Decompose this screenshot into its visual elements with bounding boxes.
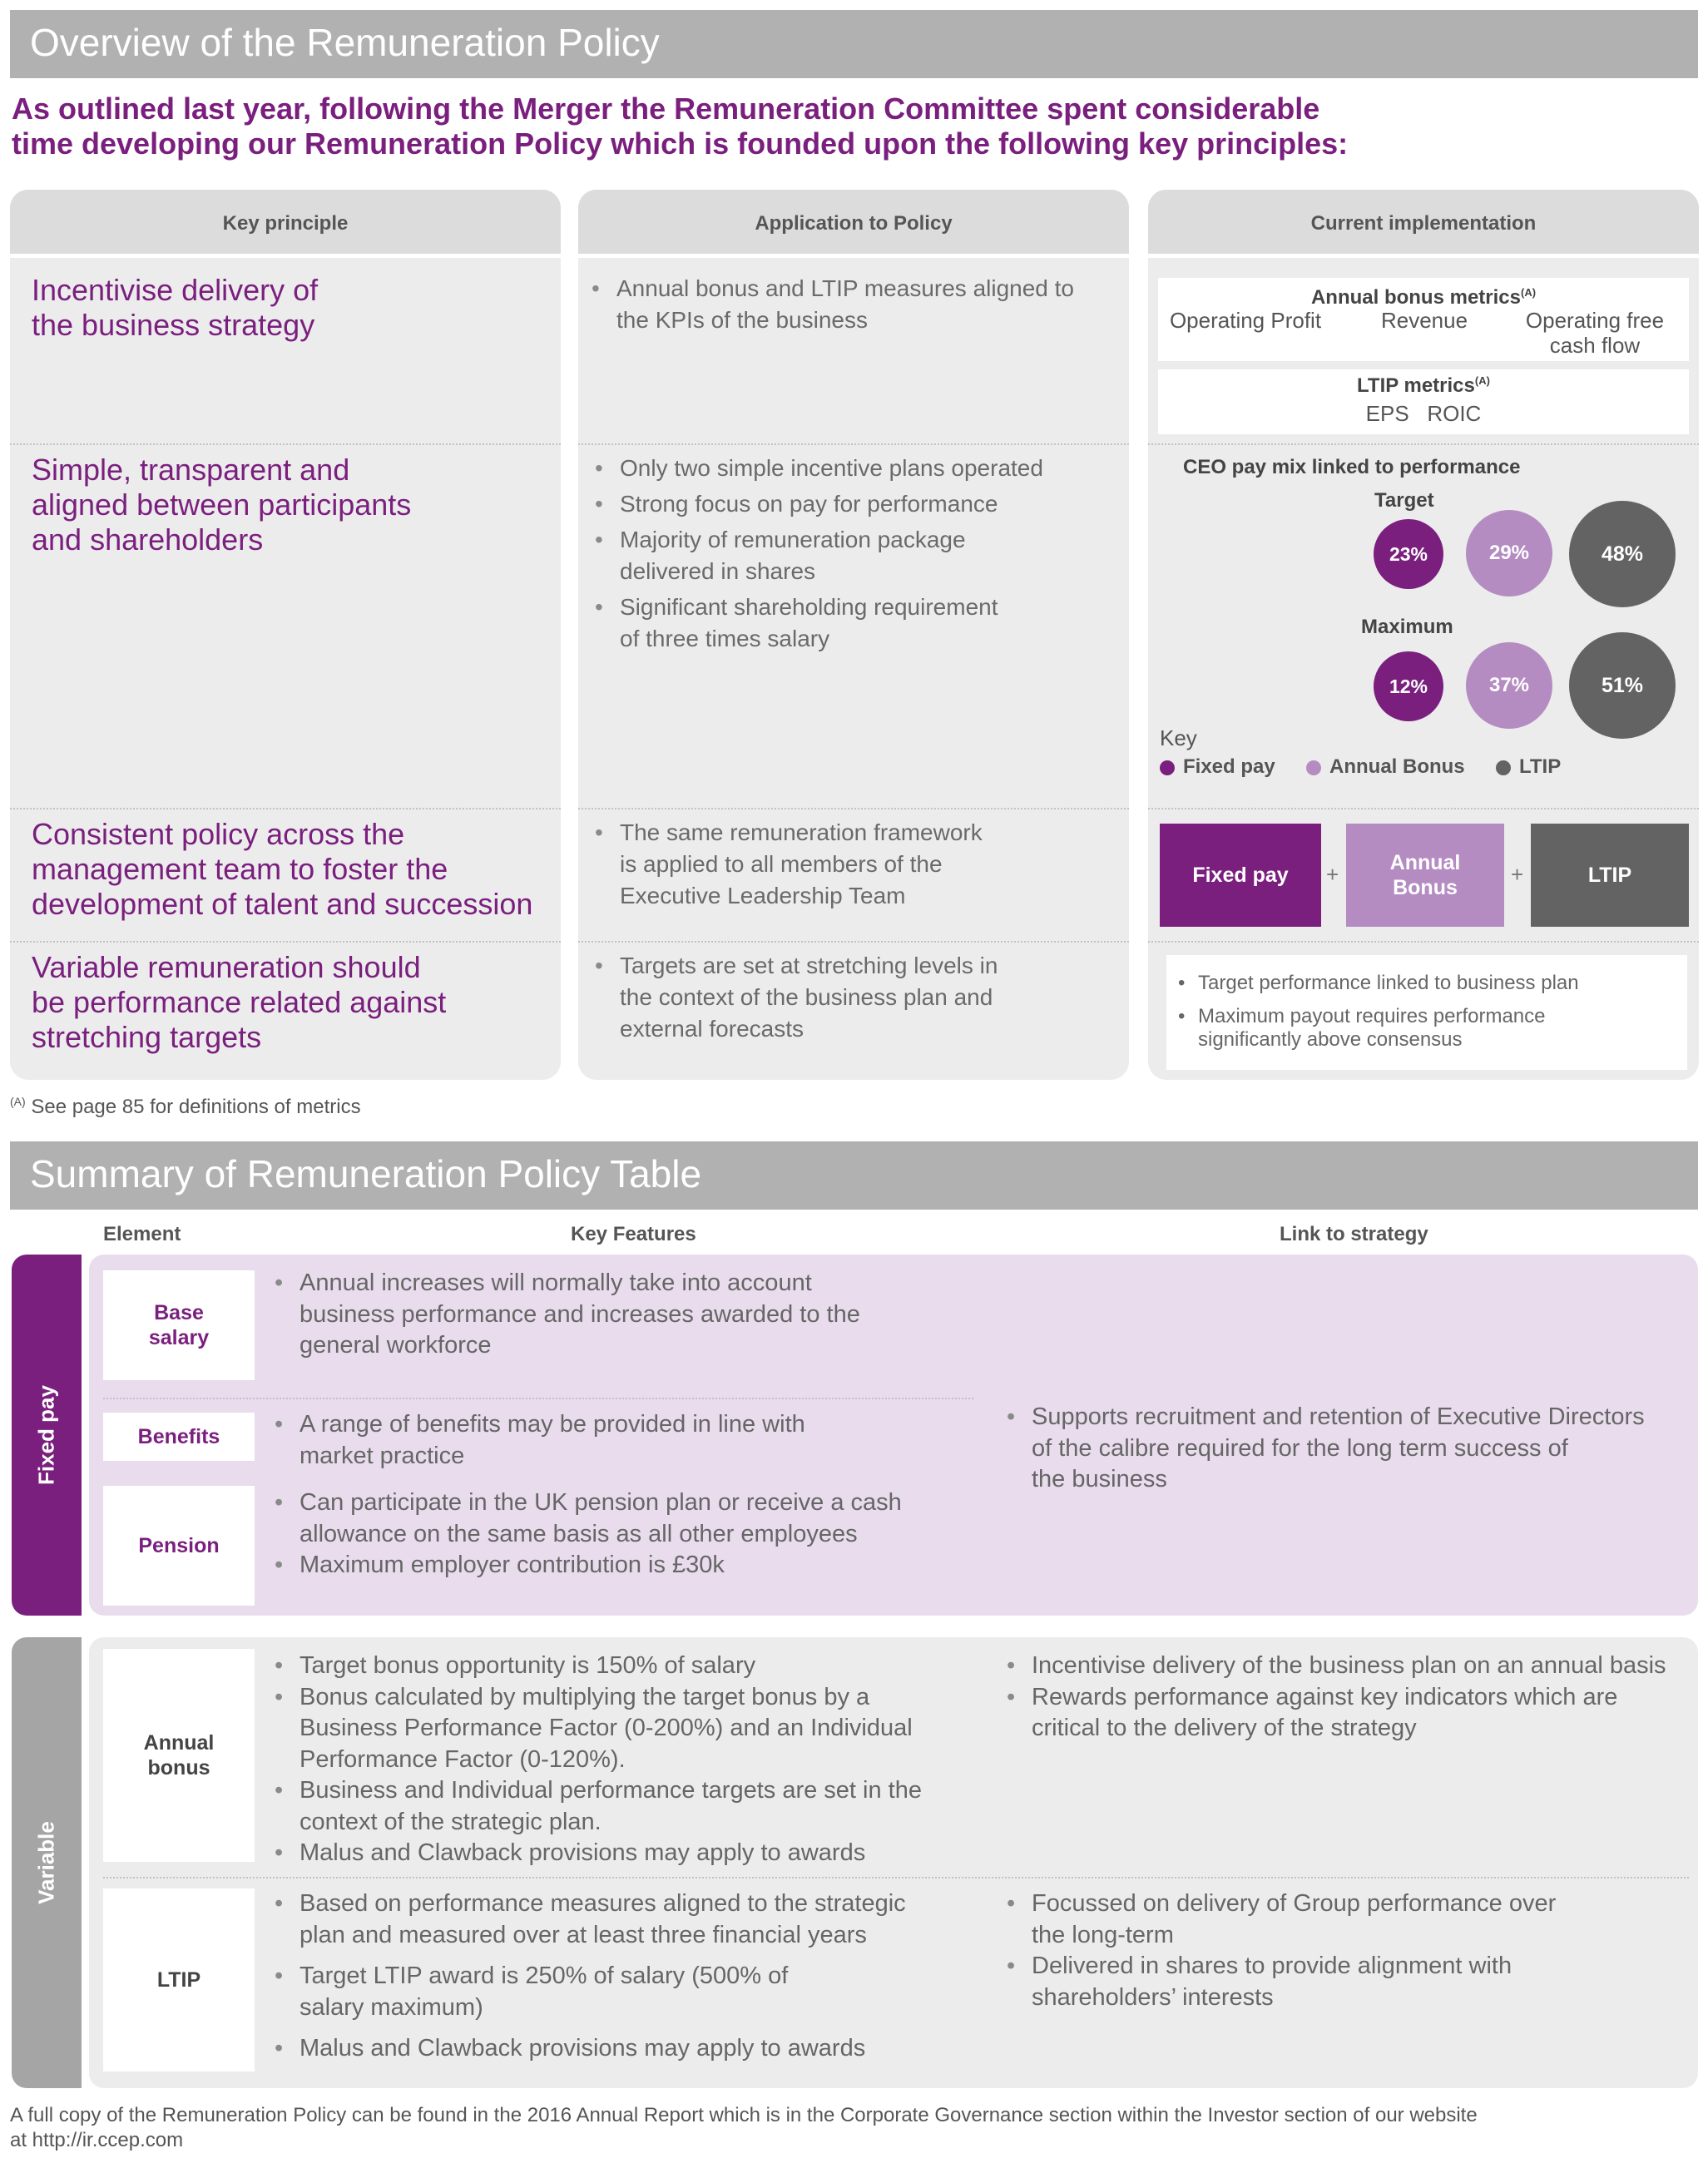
- application-header: Application to Policy: [578, 190, 1129, 258]
- key-ltip-label: LTIP: [1519, 755, 1562, 778]
- targets-box: [1166, 955, 1687, 1070]
- principle-incentivise: Incentivise delivery of the business strategy: [32, 273, 319, 342]
- targets-list: • Target performance linked to business plan • Maximum payout requires performance significantly above consensus: [1178, 972, 1579, 1051]
- ltip-features: • Based on performance measures aligned to the strategic plan and measured over at least three financial years • Target LTIP award is 250% of salary (500% of salary maximum) • Malus and Clawback provisions may apply to awards: [275, 1888, 965, 2065]
- header-link-to-strategy: Link to strategy: [1280, 1223, 1428, 1245]
- key-fixed-dot: [1160, 760, 1175, 775]
- overview-banner: [10, 10, 1698, 78]
- application-column: [578, 190, 1129, 1080]
- framework-fixed-pay: Fixed pay: [1160, 824, 1321, 927]
- plus-sign: +: [1326, 862, 1339, 887]
- maximum-label: Maximum: [1361, 616, 1453, 638]
- principle-simple: Simple, transparent and aligned between participants and shareholders: [32, 453, 412, 557]
- divider: [578, 808, 1129, 809]
- application-list-4: • Targets are set at stretching levels in the context of the business plan and external forecasts: [592, 950, 998, 1045]
- divider: [103, 1398, 973, 1399]
- ltip-metric-values: EPS ROIC: [1365, 401, 1482, 426]
- ltip-metrics-title: LTIP metrics$^{(A)}$: [1357, 374, 1490, 397]
- target-ltip-circle: 48%: [1569, 501, 1676, 607]
- key-ltip-dot: [1496, 760, 1511, 775]
- key-label: Key: [1160, 725, 1197, 750]
- overview-title: Overview of the Remuneration Policy: [30, 21, 660, 64]
- header-key-features: Key Features: [571, 1223, 696, 1245]
- element-annual-bonus: Annual bonus: [103, 1649, 255, 1862]
- framework-ltip: LTIP: [1531, 824, 1689, 927]
- divider: [10, 443, 561, 445]
- variable-side-tab: Variable: [12, 1637, 82, 2088]
- divider: [103, 1877, 1689, 1878]
- application-list-3: • The same remuneration framework is applied to all members of the Executive Leadership Team: [592, 817, 983, 912]
- benefits-features: • A range of benefits may be provided in line with market practice: [275, 1409, 965, 1472]
- intro-text: [12, 92, 1426, 161]
- metric-operating-free-cash-flow: Operating free cash flow: [1525, 308, 1665, 358]
- application-list-1: • Annual bonus and LTIP measures aligned to the KPIs of the business: [588, 273, 1074, 336]
- plus-sign: +: [1511, 862, 1524, 887]
- annual-bonus-features: • Target bonus opportunity is 150% of salary • Bonus calculated by multiplying the target bonus by a Business Performance Factor (0-200%) and an Individual Performance Factor (0-120%). • Business and Individual performance targets are set in the context of the strategic plan. • Malus and Clawback provisions may apply to awards: [275, 1651, 965, 1869]
- annual-bonus-metrics-box: [1158, 278, 1689, 361]
- target-bonus-circle: 29%: [1466, 510, 1552, 596]
- annual-bonus-metrics-title: Annual bonus metrics$^{(A)}$: [1310, 286, 1537, 309]
- application-list-2: • Only two simple incentive plans operated • Strong focus on pay for performance • Majority of remuneration package delivered in shares • Significant shareholding requirement of three times salary: [592, 453, 1043, 655]
- maximum-fixed-circle: 12%: [1374, 651, 1443, 721]
- key-principle-column: [10, 190, 561, 1080]
- key-bonus-dot: [1306, 760, 1321, 775]
- fixed-pay-side-tab: Fixed pay: [12, 1255, 82, 1616]
- framework-annual-bonus: Annual Bonus: [1346, 824, 1504, 927]
- footnote: $^{(A)}$ See page 85 for definitions of metrics: [10, 1095, 361, 1118]
- metric-revenue: Revenue: [1380, 308, 1468, 333]
- element-benefits: Benefits: [103, 1413, 255, 1461]
- divider: [1148, 808, 1699, 809]
- divider: [578, 443, 1129, 445]
- divider: [578, 941, 1129, 943]
- annual-bonus-link: • Incentivise delivery of the business plan on an annual basis • Rewards performance against key indicators which are critical to the delivery of the strategy: [1007, 1651, 1697, 1745]
- maximum-bonus-circle: 37%: [1466, 642, 1552, 729]
- divider: [10, 941, 561, 943]
- footer-text: A full copy of the Remuneration Policy can be found in the 2016 Annual Report which is in the Corporate Governance section within the Investor section of our website at http://ir.ccep.com: [10, 2104, 1478, 2151]
- divider: [1148, 941, 1699, 943]
- key-principle-header: Key principle: [10, 190, 561, 258]
- divider: [10, 808, 561, 809]
- pay-mix-title: CEO pay mix linked to performance: [1183, 456, 1521, 478]
- maximum-ltip-circle: 51%: [1569, 632, 1676, 739]
- summary-title: Summary of Remuneration Policy Table: [30, 1152, 702, 1195]
- divider: [1148, 443, 1699, 445]
- target-fixed-circle: 23%: [1374, 519, 1443, 589]
- implementation-header: Current implementation: [1148, 190, 1699, 258]
- element-ltip: LTIP: [103, 1888, 255, 2071]
- header-element: Element: [103, 1223, 181, 1245]
- fixed-pay-link: • Supports recruitment and retention of Executive Directors of the calibre required for the long term success of the business: [1007, 1402, 1697, 1496]
- summary-banner: [10, 1141, 1698, 1210]
- intro-line-1: As outlined last year, following the Merger the Remuneration Committee spent considerable: [12, 92, 1320, 126]
- intro-line-2: time developing our Remuneration Policy which is founded upon the following key principles:: [12, 126, 1349, 161]
- implementation-column: [1148, 190, 1699, 1080]
- key-bonus-label: Annual Bonus: [1329, 755, 1465, 778]
- ltip-link: • Focussed on delivery of Group performance over the long-term • Delivered in shares to provide alignment with shareholders’ interests: [1007, 1888, 1697, 2013]
- ltip-metrics-box: [1158, 369, 1689, 434]
- principle-variable: Variable remuneration should be performance related against stretching targets: [32, 950, 447, 1054]
- key-fixed-label: Fixed pay: [1183, 755, 1275, 778]
- pension-features: • Can participate in the UK pension plan or receive a cash allowance on the same basis as all other employees • Maximum employer contribution is £30k: [275, 1487, 965, 1581]
- principle-consistent: Consistent policy across the management team to foster the development of talent and succession: [32, 817, 533, 921]
- metric-operating-profit: Operating Profit: [1169, 308, 1322, 333]
- element-pension: Pension: [103, 1486, 255, 1606]
- base-salary-features: • Annual increases will normally take into account business performance and increases awarded to the general workforce: [275, 1268, 965, 1362]
- target-label: Target: [1374, 489, 1434, 512]
- element-base-salary: Base salary: [103, 1270, 255, 1380]
